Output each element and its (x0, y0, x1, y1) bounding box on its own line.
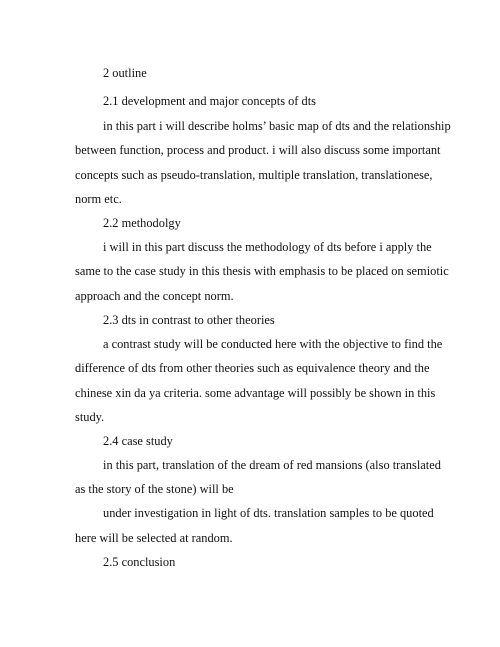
section-heading-2-5: 2.5 conclusion (103, 555, 176, 569)
paragraph-line: concepts such as pseudo-translation, multiple translation, translationese, (75, 168, 433, 182)
paragraph-line: here will be selected at random. (75, 531, 233, 545)
section-heading-2-4: 2.4 case study (103, 434, 173, 448)
section-heading-2-3: 2.3 dts in contrast to other theories (103, 313, 275, 327)
paragraph-line: i will in this part discuss the methodology of dts before i apply the (103, 240, 432, 254)
paragraph-line: in this part i will describe holms’ basic map of dts and the relationship (103, 119, 451, 133)
section-heading-2-1: 2.1 development and major concepts of dts (103, 94, 316, 108)
paragraph-line: in this part, translation of the dream of red mansions (also translated (103, 458, 441, 472)
section-heading-2-2: 2.2 methodolgy (103, 216, 181, 230)
paragraph-line: same to the case study in this thesis with emphasis to be placed on semiotic (75, 264, 449, 278)
paragraph-line: a contrast study will be conducted here with the objective to find the (103, 337, 443, 351)
paragraph-line: approach and the concept norm. (75, 289, 234, 303)
section-heading-outline: 2 outline (103, 66, 147, 80)
paragraph-line: between function, process and product. i will also discuss some important (75, 143, 441, 157)
paragraph-line: study. (75, 410, 105, 424)
paragraph-line: as the story of the stone) will be (75, 482, 234, 496)
paragraph-line: under investigation in light of dts. translation samples to be quoted (103, 506, 434, 520)
paragraph-line: difference of dts from other theories such as equivalence theory and the (75, 361, 430, 375)
paragraph-line: chinese xin da ya criteria. some advantage will possibly be shown in this (75, 386, 436, 400)
paragraph-line: norm etc. (75, 192, 122, 206)
